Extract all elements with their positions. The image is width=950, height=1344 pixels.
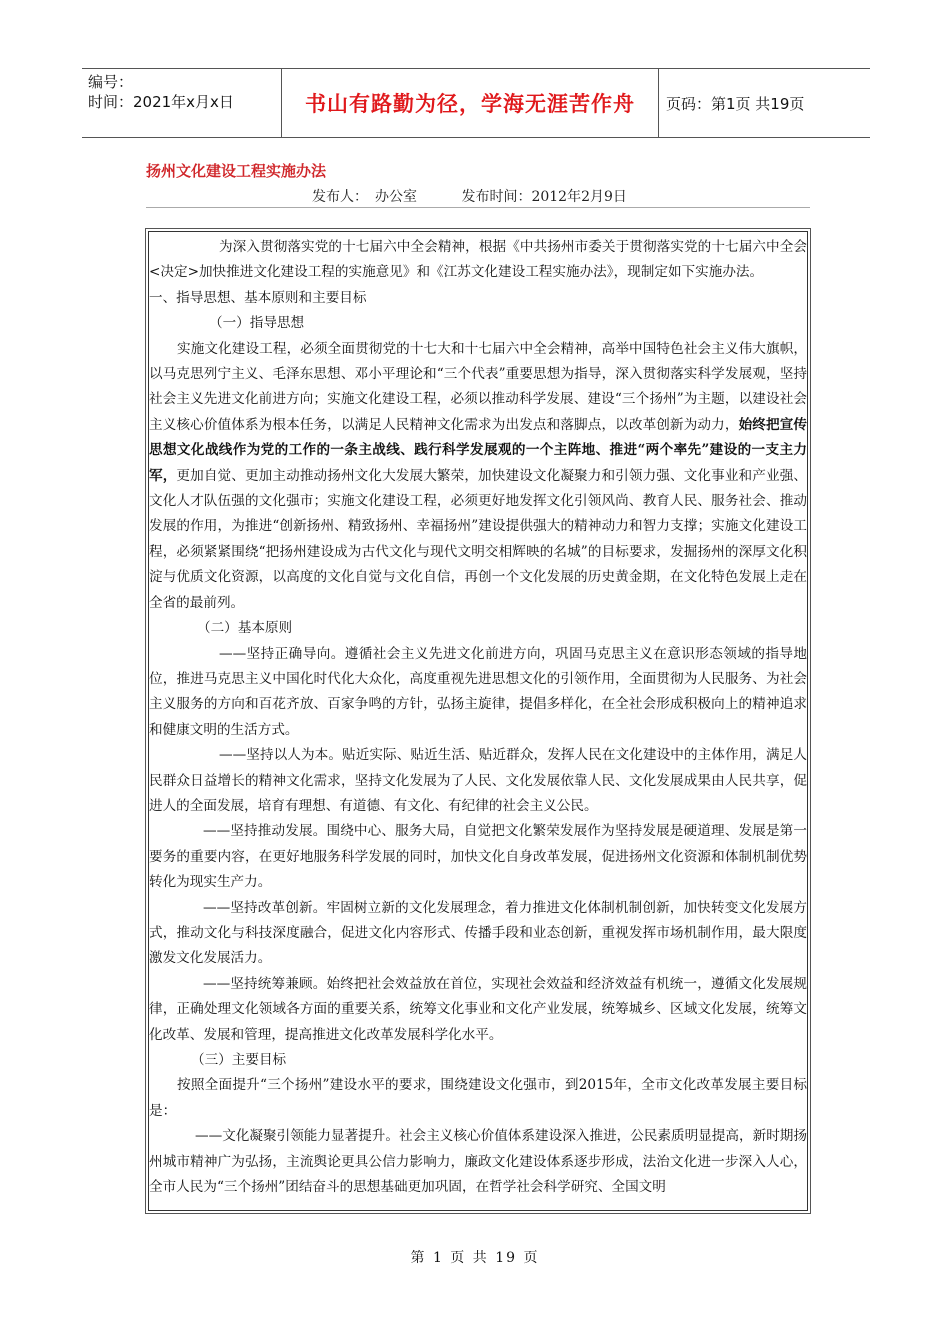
publish-time: 发布时间：2012年2月9日 [461,189,627,205]
guiding-text-c: 更加自觉、更加主动推动扬州文化大发展大繁荣，加快建设文化凝聚力和引领力强、文化事业和产业强、文化人才队伍强的文化强市；实施文化建设工程，必须更好地发挥文化引领风尚、教育人民、服务社会、推动发展的作用，为推进“创新扬州、精致扬州、幸福扬州”建设提供强大的精神动力和智力支撑；实施文化建设工程，必须紧紧围绕“把扬州建设成为古代文化与现代文明交相辉映的名城”的目标要求，发掘扬州的深厚文化积淀与优质文化资源，以高度的文化自觉与文化自信，再创一个文化发展的历史黄金期，在文化特色发展上走在全省的最前列。 [149,467,807,611]
content-box [148,231,808,1211]
header-meta [82,69,282,137]
subsection-heading-3: （三）主要目标 [191,1052,287,1068]
goal-paragraph: 按照全面提升“三个扬州”建设水平的要求，围绕建设文化强市，到2015年，全市文化改革发展主要目标是： [149,1077,807,1119]
goal-item-1: ——文化凝聚引领能力显著提升。社会主义核心价值体系建设深入推进，公民素质明显提高，新时期扬州城市精神广为弘扬，主流舆论更具公信力影响力，廉政文化建设体系逐步形成，法治文化进一步深入人心，全市人民为“三个扬州”团结奋斗的思想基础更加巩固，在哲学社会科学研究、全国文明 [149,1128,807,1196]
page-header [82,68,870,138]
page-footer: 第 1 页 共 19 页 [410,1250,540,1266]
time-label: 时间：2021年x月x日 [88,93,234,111]
guiding-text-bold: 始终把宣传思想文化战线作为党的工作的一条主战线、践行科学发展观的一个主阵地、推进“两个率先”建设的一支主力军， [149,416,807,484]
document-title: 扬州文化建设工程实施办法 [146,162,327,180]
section-heading: 一、指导思想、基本原则和主要目标 [149,289,367,306]
title-divider [146,207,810,208]
subsection-heading-2: （二）基本原则 [197,620,293,637]
subsection-heading-1: （一）指导思想 [209,315,305,332]
guiding-paragraph [149,337,807,616]
principle-paragraph-4: ——坚持改革创新。牢固树立新的文化发展理念，着力推进文化体制机制创新，加快转变文化发展方式，推动文化与科技深度融合，促进文化内容形式、传播手段和业态创新，重视发挥市场机制作用，最大限度激发文化发展活力。 [149,899,807,967]
guiding-text-a: 实施文化建设工程，必须全面贯彻党的十七大和十七届六中全会精神，高举中国特色社会主义伟大旗帜，以马克思列宁主义、毛泽东思想、邓小平理论和“三个代表”重要思想为指导，深入贯彻落实科学发展观，坚持社会主义先进文化前进方向；实施文化建设工程，必须以推动科学发展、建设“三个扬州”为主题，以建设社会主义核心价值体系为根本任务，以满足人民精神文化需求为出发点和落脚点，以改革创新为动力， [149,340,807,433]
document-body [149,232,807,1200]
principle-paragraph-1: ——坚持正确导向。遵循社会主义先进文化前进方向，巩固马克思主义在意识形态领域的指导地位，推进马克思主义中国化时代化大众化，高度重视先进思想文化的引领作用，全面贯彻为人民服务、为社会主义服务的方向和百花齐放、百家争鸣的方针，弘扬主旋律，提倡多样化，在全社会形成积极向上的精神追求和健康文明的生活方式。 [149,645,807,738]
header-page-info: 页码：第1页 共19页 [666,94,805,113]
document-meta [312,186,667,206]
publisher: 发布人： 办公室 [312,189,417,205]
number-label: 编号： [88,73,134,91]
header-motto: 书山有路勤为径，学海无涯苦作舟 [282,69,659,137]
principle-paragraph-2: ——坚持以人为本。贴近实际、贴近生活、贴近群众，发挥人民在文化建设中的主体作用，满足人民群众日益增长的精神文化需求，坚持文化发展为了人民、文化发展依靠人民、文化发展成果由人民共享，促进人的全面发展，培育有理想、有道德、有文化、有纪律的社会主义公民。 [149,747,807,814]
principle-paragraph-5: ——坚持统筹兼顾。始终把社会效益放在首位，实现社会效益和经济效益有机统一，遵循文化发展规律，正确处理文化领域各方面的重要关系，统筹文化事业和文化产业发展，统筹城乡、区域文化发展，统筹文化改革、发展和管理，提高推进文化改革发展科学化水平。 [149,975,807,1043]
principle-paragraph-3: ——坚持推动发展。围绕中心、服务大局，自觉把文化繁荣发展作为坚持发展是硬道理、发展是第一要务的重要内容，在更好地服务科学发展的同时，加快文化自身改革发展，促进扬州文化资源和体制机制优势转化为现实生产力。 [149,823,807,891]
intro-paragraph: 为深入贯彻落实党的十七届六中全会精神，根据《中共扬州市委关于贯彻落实党的十七届六中全会<决定>加快推进文化建设工程的实施意见》和《江苏文化建设工程实施办法》，现制定如下实施办法。 [149,239,807,281]
